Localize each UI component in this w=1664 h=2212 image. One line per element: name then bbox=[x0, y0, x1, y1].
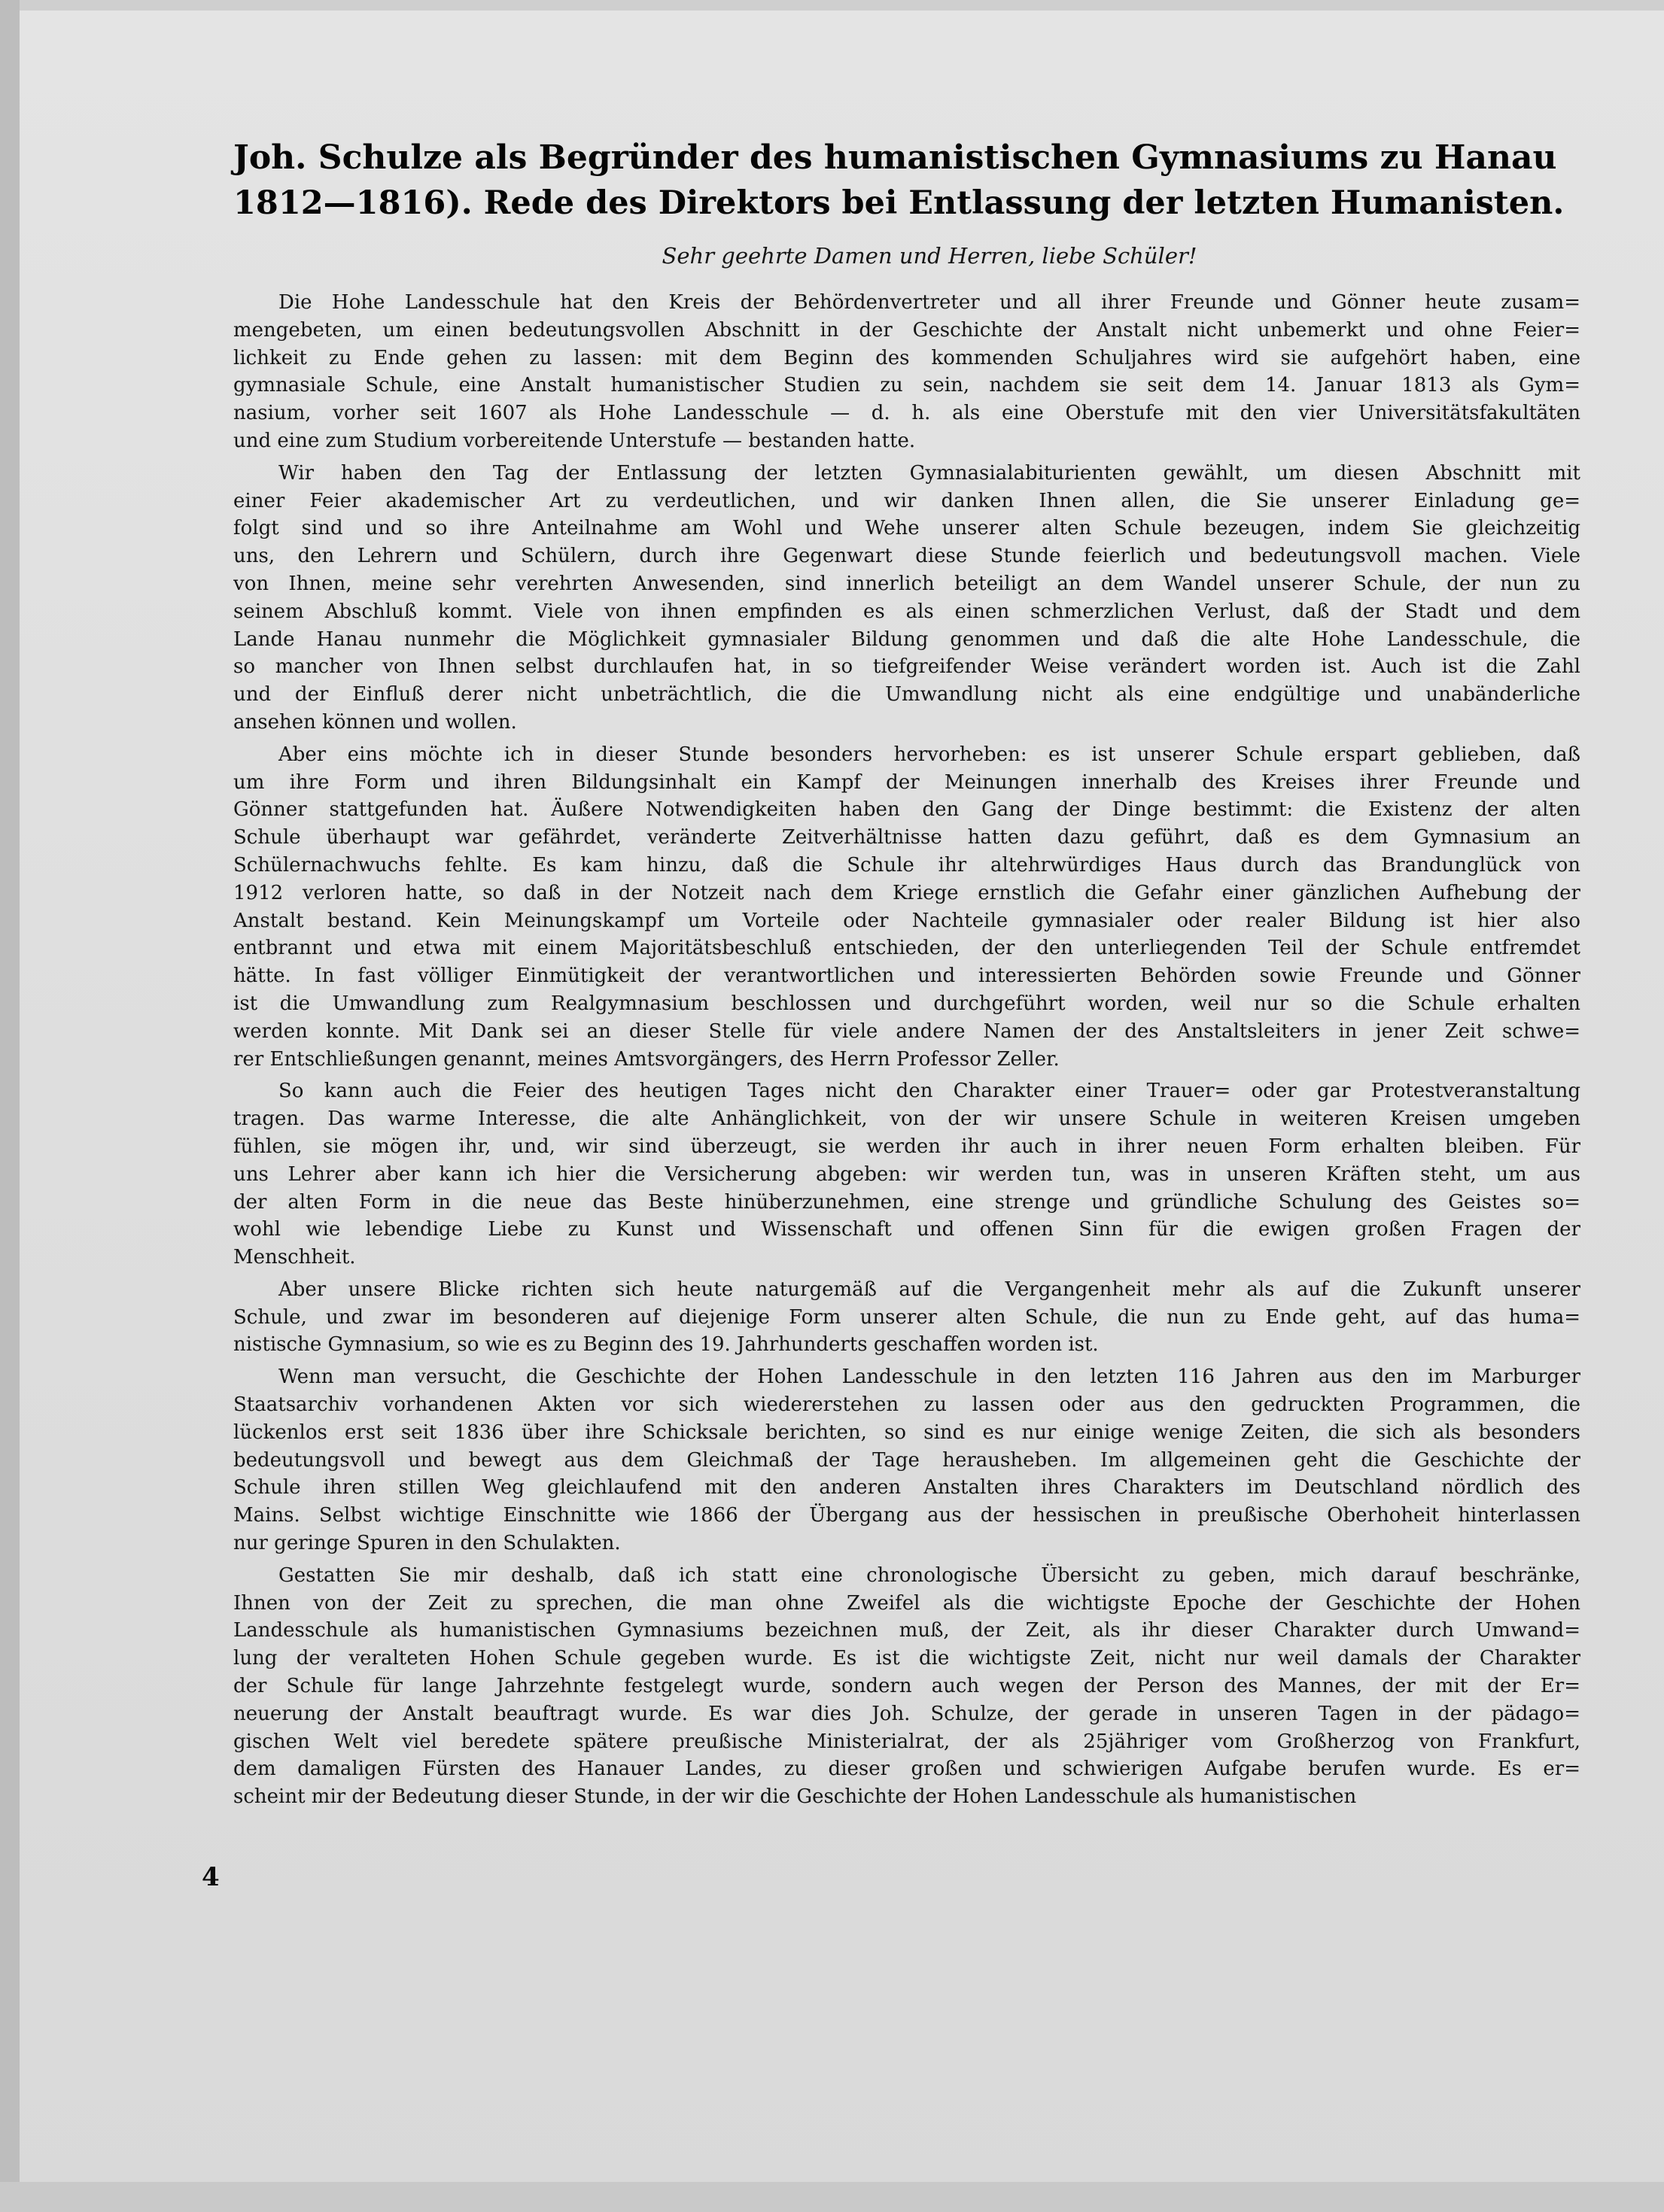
text-line: Die Hohe Landesschule hat den Kreis der Behördenvertreter und all ihrer Freunde und Gönner heute zusam= bbox=[278, 291, 1580, 314]
text-line: folgt sind und so ihre Anteilnahme am Wohl und Wehe unserer alten Schule bezeugen, indem Sie gleichzeitig bbox=[233, 517, 1580, 540]
text-line: Gestatten Sie mir deshalb, daß ich statt eine chronologische Übersicht zu geben, mich darauf beschränke, bbox=[278, 1563, 1580, 1587]
text-line: fühlen, sie mögen ihr, und, wir sind überzeugt, sie werden ihr auch in ihrer neuen Form erhalten bleiben. Für bbox=[233, 1135, 1580, 1158]
text-line: nur geringe Spuren in den Schulakten. bbox=[233, 1532, 621, 1555]
text-line: dem damaligen Fürsten des Hanauer Landes, zu dieser großen und schwierigen Aufgabe berufen wurde. Es er= bbox=[233, 1758, 1580, 1781]
text-line: gischen Welt viel beredete spätere preußische Ministerialrat, der als 25jähriger vom Großherzog von Frankfurt, bbox=[233, 1730, 1580, 1753]
text-line: Schule überhaupt war gefährdet, veränderte Zeitverhältnisse hatten dazu geführt, daß es dem Gymnasium an bbox=[233, 826, 1580, 849]
paragraph bbox=[233, 289, 1580, 455]
salutation: Sehr geehrte Damen und Herren, liebe Schüler! bbox=[662, 243, 1197, 269]
article-title bbox=[233, 135, 1580, 226]
text-line: rer Entschließungen genannt, meines Amtsvorgängers, des Herrn Professor Zeller. bbox=[233, 1047, 1060, 1071]
text-line: Gönner stattgefunden hat. Äußere Notwendigkeiten haben den Gang der Dinge bestimmt: die Existenz der alten bbox=[233, 798, 1580, 822]
text-line: uns, den Lehrern und Schülern, durch ihre Gegenwart diese Stunde feierlich und bedeutungsvoll machen. Viele bbox=[233, 545, 1580, 568]
text-line: so mancher von Ihnen selbst durchlaufen hat, in so tiefgreifender Weise verändert worden ist. Auch ist die Zahl bbox=[233, 655, 1580, 679]
text-line: Lande Hanau nunmehr die Möglichkeit gymnasialer Bildung genommen und daß die alte Hohe Landesschule, die bbox=[233, 627, 1580, 651]
text-line: mengebeten, um einen bedeutungsvollen Abschnitt in der Geschichte der Anstalt nicht unbemerkt und ohne Feier= bbox=[233, 318, 1580, 342]
text-line: Aber unsere Blicke richten sich heute naturgemäß auf die Vergangenheit mehr als auf die Zukunft unserer bbox=[278, 1278, 1580, 1301]
title-line: 1812—1816). Rede des Direktors bei Entlassung der letzten Humanisten. bbox=[233, 184, 1565, 222]
text-line: bedeutungsvoll und bewegt aus dem Gleichmaß der Tage herausheben. Im allgemeinen geht die Geschichte der bbox=[233, 1448, 1580, 1472]
text-line: ist die Umwandlung zum Realgymnasium beschlossen und durchgeführt worden, weil nur so die Schule erhalten bbox=[233, 992, 1580, 1015]
article-body bbox=[233, 135, 1580, 1815]
paragraph bbox=[233, 460, 1580, 737]
text-line: seinem Abschluß kommt. Viele von ihnen empfinden es als einen schmerzlichen Verlust, daß der Stadt und dem bbox=[233, 600, 1580, 623]
text-line: gymnasiale Schule, eine Anstalt humanistischer Studien zu sein, nachdem sie seit dem 14. Januar 1813 als Gym= bbox=[233, 374, 1580, 397]
text-line: Wenn man versucht, die Geschichte der Hohen Landesschule in den letzten 116 Jahren aus den im Marburger bbox=[278, 1366, 1580, 1389]
text-line: tragen. Das warme Interesse, die alte Anhänglichkeit, von der wir unsere Schule in weiteren Kreisen umgeben bbox=[233, 1108, 1580, 1131]
text-line: einer Feier akademischer Art zu verdeutlichen, und wir danken Ihnen allen, die Sie unserer Einladung ge= bbox=[233, 489, 1580, 512]
text-line: Ihnen von der Zeit zu sprechen, die man ohne Zweifel als die wichtigste Epoche der Geschichte der Hohen bbox=[233, 1591, 1580, 1615]
text-line: und der Einfluß derer nicht unbeträchtlich, die die Umwandlung nicht als eine endgültige und unabänderliche bbox=[233, 683, 1580, 706]
title-line: Joh. Schulze als Begründer des humanistischen Gymnasiums zu Hanau bbox=[233, 138, 1557, 177]
paragraph bbox=[233, 1363, 1580, 1557]
text-line: werden konnte. Mit Dank sei an dieser Stelle für viele andere Namen der des Anstaltsleiters in jener Zeit schwe= bbox=[233, 1019, 1580, 1043]
text-line: und eine zum Studium vorbereitende Unterstufe — bestanden hatte. bbox=[233, 429, 916, 452]
text-line: nistische Gymnasium, so wie es zu Beginn des 19. Jahrhunderts geschaffen worden ist. bbox=[233, 1333, 1099, 1357]
text-line: entbrannt und etwa mit einem Majoritätsbeschluß entschieden, der den unterliegenden Teil der Schule entfremdet bbox=[233, 937, 1580, 960]
text-line: scheint mir der Bedeutung dieser Stunde, in der wir die Geschichte der Hohen Landesschule als humanistischen bbox=[233, 1785, 1357, 1809]
text-line: 1912 verloren hatte, so daß in der Notzeit nach dem Kriege ernstlich die Gefahr einer gänzlichen Aufhebung der bbox=[233, 881, 1580, 904]
text-line: Mains. Selbst wichtige Einschnitte wie 1866 der Übergang aus der hessischen in preußische Oberhoheit hinterlassen bbox=[233, 1504, 1580, 1527]
page-number: 4 bbox=[202, 1862, 220, 1892]
paragraph bbox=[233, 1562, 1580, 1811]
text-line: der alten Form in die neue das Beste hinüberzunehmen, eine strenge und gründliche Schulung des Geistes so= bbox=[233, 1190, 1580, 1214]
paragraph bbox=[233, 1077, 1580, 1272]
paragraph bbox=[233, 741, 1580, 1074]
text-line: Staatsarchiv vorhandenen Akten vor sich wiedererstehen zu lassen oder aus den gedruckten Programmen, die bbox=[233, 1393, 1580, 1417]
text-line: So kann auch die Feier des heutigen Tages nicht den Charakter einer Trauer= oder gar Protestveranstaltung bbox=[278, 1080, 1580, 1103]
text-line: Schülernachwuchs fehlte. Es kam hinzu, daß die Schule ihr altehrwürdiges Haus durch das Brandunglück von bbox=[233, 853, 1580, 877]
text-line: hätte. In fast völliger Einmütigkeit der verantwortlichen und interessierten Behörden sowie Freunde und Gönner bbox=[233, 965, 1580, 988]
text-line: der Schule für lange Jahrzehnte festgelegt wurde, sondern auch wegen der Person des Mannes, der mit der Er= bbox=[233, 1675, 1580, 1698]
text-line: uns Lehrer aber kann ich hier die Versicherung abgeben: wir werden tun, was in unseren Kräften steht, um aus bbox=[233, 1162, 1580, 1186]
text-line: von Ihnen, meine sehr verehrten Anwesenden, sind innerlich beteiligt an dem Wandel unserer Schule, der nun zu bbox=[233, 572, 1580, 595]
text-line: neuerung der Anstalt beauftragt wurde. Es war dies Joh. Schulze, der gerade in unseren Tagen in der pädago= bbox=[233, 1702, 1580, 1725]
text-line: Wir haben den Tag der Entlassung der letzten Gymnasialabiturienten gewählt, um diesen Abschnitt mit bbox=[278, 461, 1580, 485]
text-line: lichkeit zu Ende gehen zu lassen: mit dem Beginn des kommenden Schuljahres wird sie aufgehört haben, eine bbox=[233, 346, 1580, 369]
text-line: wohl wie lebendige Liebe zu Kunst und Wissenschaft und offenen Sinn für die ewigen großen Fragen der bbox=[233, 1218, 1580, 1241]
text-line: Schule ihren stillen Weg gleichlaufend mit den anderen Anstalten ihres Charakters im Deutschland nördlich des bbox=[233, 1476, 1580, 1499]
paragraphs bbox=[233, 289, 1580, 1811]
text-line: Landesschule als humanistischen Gymnasiums bezeichnen muß, der Zeit, als ihr dieser Charakter durch Umwand= bbox=[233, 1619, 1580, 1642]
text-line: nasium, vorher seit 1607 als Hohe Landesschule — d. h. als eine Oberstufe mit den vier Universitätsfakultäten bbox=[233, 402, 1580, 425]
scan-edge-bottom bbox=[0, 2182, 1664, 2212]
text-line: lückenlos erst seit 1836 über ihre Schicksale berichten, so sind es nur einige wenige Zeiten, die sich als besonders bbox=[233, 1420, 1580, 1444]
text-line: Menschheit. bbox=[233, 1246, 356, 1269]
text-line: um ihre Form und ihren Bildungsinhalt ein Kampf der Meinungen innerhalb des Kreises ihrer Freunde und bbox=[233, 770, 1580, 794]
text-line: Schule, und zwar im besonderen auf diejenige Form unserer alten Schule, die nun zu Ende geht, auf das huma= bbox=[233, 1305, 1580, 1329]
text-line: Anstalt bestand. Kein Meinungskampf um Vorteile oder Nachteile gymnasialer oder realer Bildung ist hier also bbox=[233, 909, 1580, 932]
text-line: lung der veralteten Hohen Schule gegeben wurde. Es ist die wichtigste Zeit, nicht nur weil damals der Charakter bbox=[233, 1647, 1580, 1670]
scan-edge-left bbox=[0, 0, 20, 2212]
text-line: Aber eins möchte ich in dieser Stunde besonders hervorheben: es ist unserer Schule erspart geblieben, daß bbox=[278, 743, 1580, 766]
text-line: ansehen können und wollen. bbox=[233, 710, 517, 734]
scan-edge-top bbox=[0, 0, 1664, 11]
paragraph bbox=[233, 1276, 1580, 1359]
